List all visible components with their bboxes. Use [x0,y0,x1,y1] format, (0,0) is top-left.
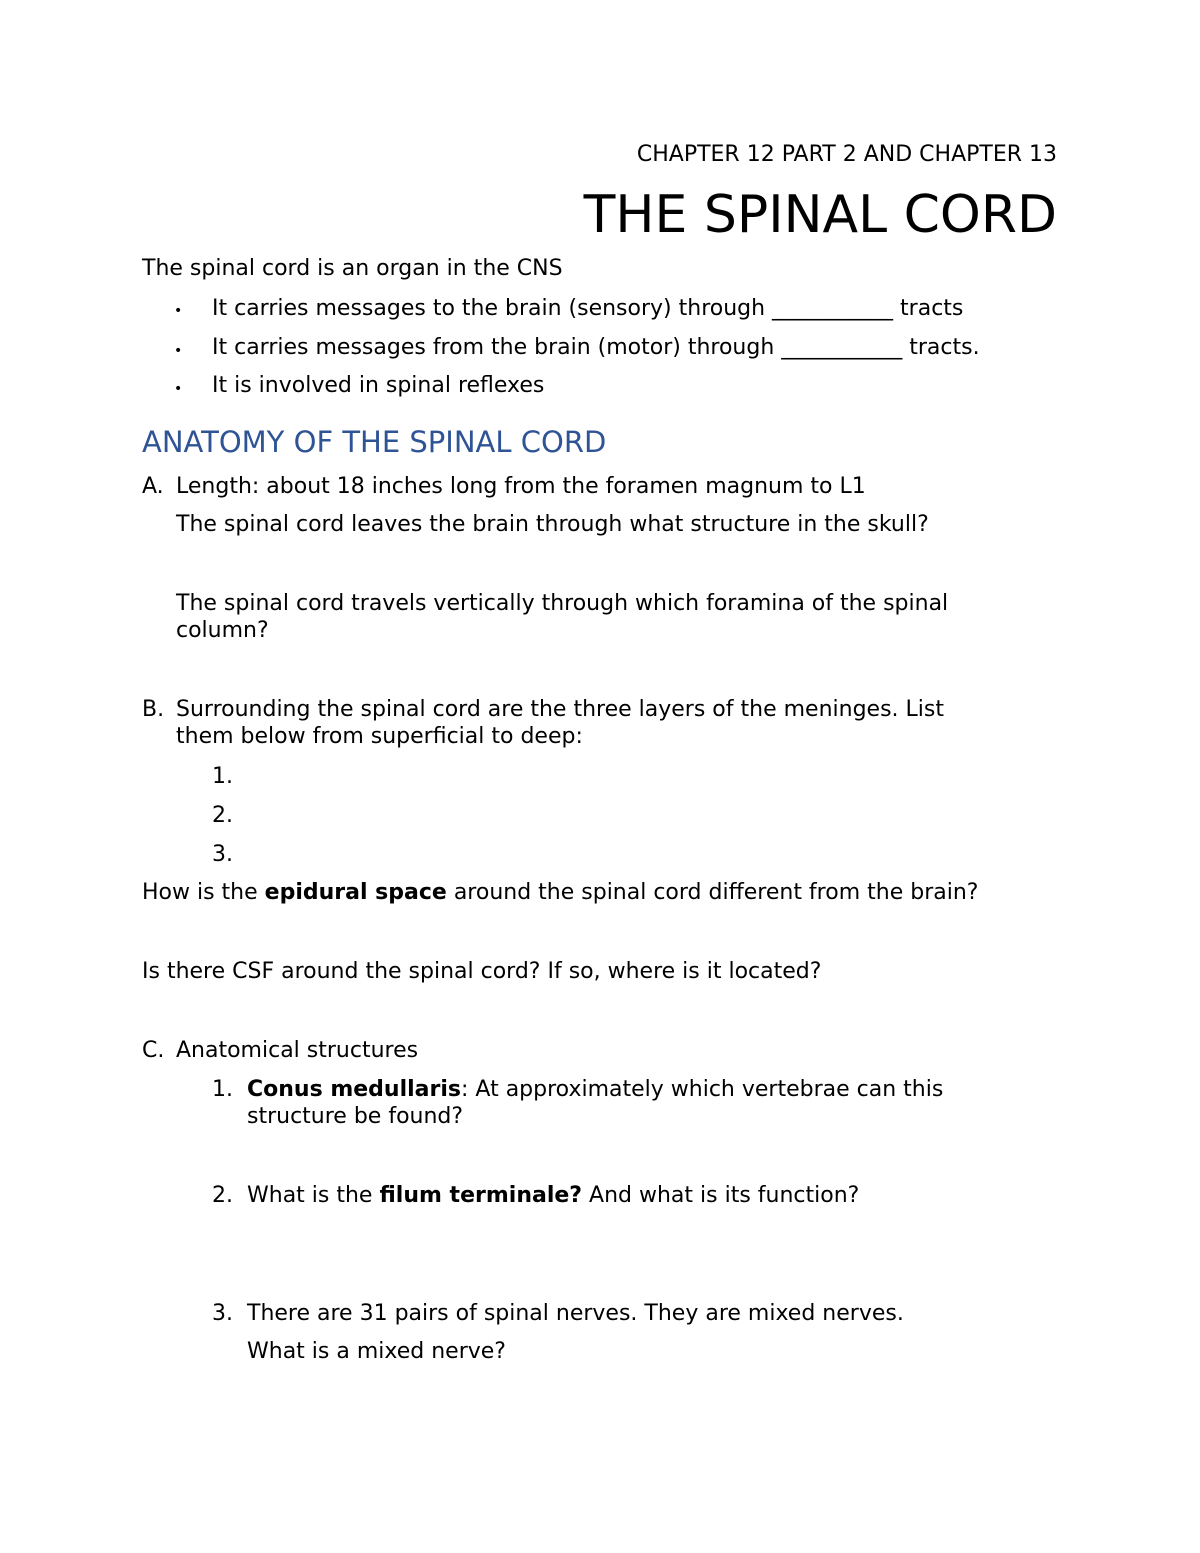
item-a-question-1: The spinal cord leaves the brain through what structure in the skull? [176,512,929,537]
meninges-number-3: 3. [212,842,233,867]
filum-question [247,1183,859,1209]
item-a-question-2-line1: The spinal cord travels vertically through which foramina of the spinal [176,591,949,616]
bullet-glyph: • [174,381,183,397]
item-b-marker: B. [142,697,165,722]
filum-question-rest: And what is its function? [582,1183,860,1208]
intro-text: The spinal cord is an organ in the CNS [142,256,563,281]
page-title: THE SPINAL CORD [583,185,1057,245]
structure-number-3: 3. [212,1301,233,1326]
intro-bullet-1: It carries messages to the brain (sensory) through ___________ tracts [212,296,964,321]
item-a-question-2-line2: column? [176,618,269,643]
item-a-marker: A. [142,474,164,499]
item-c-text: Anatomical structures [176,1038,419,1063]
intro-bullet-3: It is involved in spinal reflexes [212,373,545,398]
item-a-text: Length: about 18 inches long from the foramen magnum to L1 [176,474,866,499]
epidural-question-post: around the spinal cord different from the brain? [446,880,979,905]
epidural-space-term: epidural space [264,880,447,905]
conus-question-line1 [247,1077,943,1103]
item-c-marker: C. [142,1038,165,1063]
structure-number-1: 1. [212,1077,233,1102]
intro-bullet-2: It carries messages from the brain (motor) through ___________ tracts. [212,335,980,360]
conus-medullaris-term: Conus medullaris [247,1077,462,1102]
filum-terminale-term: filum terminale? [379,1183,583,1208]
csf-question: Is there CSF around the spinal cord? If so, where is it located? [142,959,822,984]
item-b-line2: them below from superficial to deep: [176,724,583,749]
bullet-glyph: • [174,303,183,319]
item-b-line1: Surrounding the spinal cord are the three layers of the meninges. List [176,697,944,722]
section-heading: ANATOMY OF THE SPINAL CORD [142,425,607,459]
meninges-number-2: 2. [212,803,233,828]
filum-question-pre: What is the [247,1183,380,1208]
structure-number-2: 2. [212,1183,233,1208]
epidural-question-pre: How is the [142,880,265,905]
mixed-nerve-question: What is a mixed nerve? [247,1339,506,1364]
conus-question-rest: : At approximately which vertebrae can this [461,1077,944,1102]
spinal-nerves-line1: There are 31 pairs of spinal nerves. They are mixed nerves. [247,1301,904,1326]
epidural-question [142,880,978,906]
bullet-glyph: • [174,343,183,359]
meninges-number-1: 1. [212,764,233,789]
conus-question-line2: structure be found? [247,1104,464,1129]
chapter-label: CHAPTER 12 PART 2 AND CHAPTER 13 [636,142,1057,167]
